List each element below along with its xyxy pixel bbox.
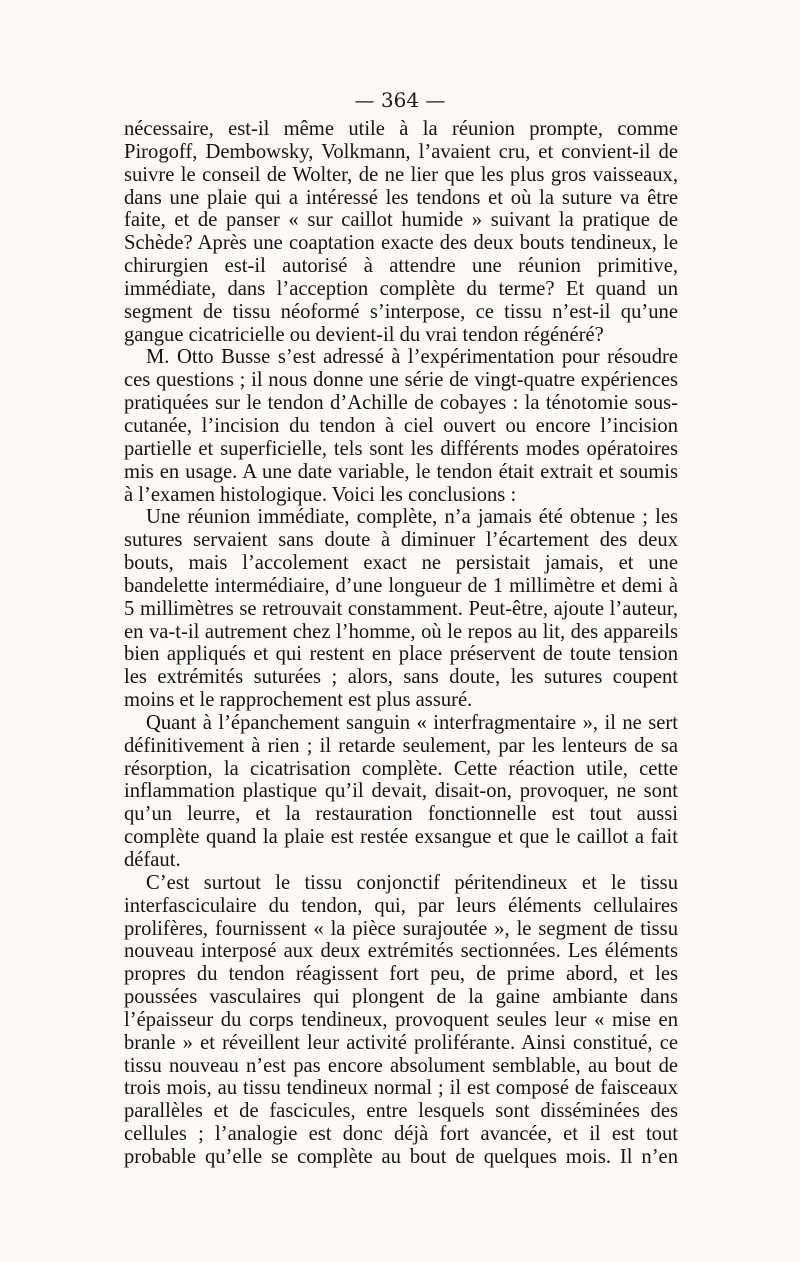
page-number: — 364 — bbox=[354, 88, 446, 112]
paragraph-3: Une réunion immédiate, complète, n’a jamais été obtenue ; les sutures servaient sans doute à diminuer l’écartement des deux bouts, mais l’accolement exact ne persistait jamais, et une bandelette intermédiaire, d’une longueur de 1 millimètre et demi à 5 millimètres se retrouvait constamment. Peut-être, ajoute l’auteur, en va-t-il autrement chez l’homme, où le repos au lit, des appareils bien appliqués et qui restent en place préservent de toute tension les extrémités suturées ; alors, sans doute, les sutures coupent moins et le rapprochement est plus assuré. bbox=[124, 506, 678, 712]
paragraph-1: nécessaire, est-il même utile à la réunion prompte, comme Pirogoff, Dembowsky, Volkmann, l’avaient cru, et convient-il de suivre le conseil de Wolter, de ne lier que les plus gros vaisseaux, dans une plaie qui a intéressé les tendons et où la suture va être faite, et de panser « sur caillot humide » suivant la pratique de Schède? Après une coaptation exacte des deux bouts tendineux, le chirurgien est-il autorisé à attendre une réunion primitive, immédiate, dans l’acception complète du terme? Et quand un segment de tissu néoformé s’interpose, ce tissu n’est-il qu’une gangue cicatricielle ou devient-il du vrai tendon régénéré? bbox=[124, 118, 678, 346]
paragraph-5: C’est surtout le tissu conjonctif péritendineux et le tissu interfasciculaire du tendon, qui, par leurs éléments cellulaires prolifères, fournissent « la pièce surajoutée », le segment de tissu nouveau interposé aux deux extrémités sectionnées. Les éléments propres du tendon réagissent fort peu, de prime abord, et les poussées vasculaires qui plongent de la gaine ambiante dans l’épaisseur du corps tendineux, provoquent seules leur « mise en branle » et réveillent leur activité proliférante. Ainsi constitué, ce tissu nouveau n’est pas encore absolument semblable, au bout de trois mois, au tissu tendineux normal ; il est composé de faisceaux parallèles et de fascicules, entre lesquels sont disséminées des cellules ; l’analogie est donc déjà fort avancée, et il est tout probable qu’elle se complète au bout de quelques mois. Il n’en bbox=[124, 871, 678, 1168]
paragraph-4: Quant à l’épanchement sanguin « interfragmentaire », il ne sert définitivement à rien ; il retarde seulement, par les lenteurs de sa résorption, la cicatrisation complète. Cette réaction utile, cette inflammation plastique qu’il devait, disait-on, provoquer, ne sont qu’un leurre, et la restauration fonctionnelle est tout aussi complète quand la plaie est restée exsangue et que le caillot a fait défaut. bbox=[124, 711, 678, 871]
paragraph-2: M. Otto Busse s’est adressé à l’expérimentation pour résoudre ces questions ; il nous donne une série de vingt-quatre expériences pratiquées sur le tendon d’Achille de cobayes : la ténotomie sous-cutanée, l’incision du tendon à ciel ouvert ou encore l’incision partielle et superficielle, tels sont les différents modes opératoires mis en usage. A une date variable, le tendon était extrait et soumis à l’examen histologique. Voici les conclusions : bbox=[124, 346, 678, 506]
body-text bbox=[124, 118, 678, 1169]
